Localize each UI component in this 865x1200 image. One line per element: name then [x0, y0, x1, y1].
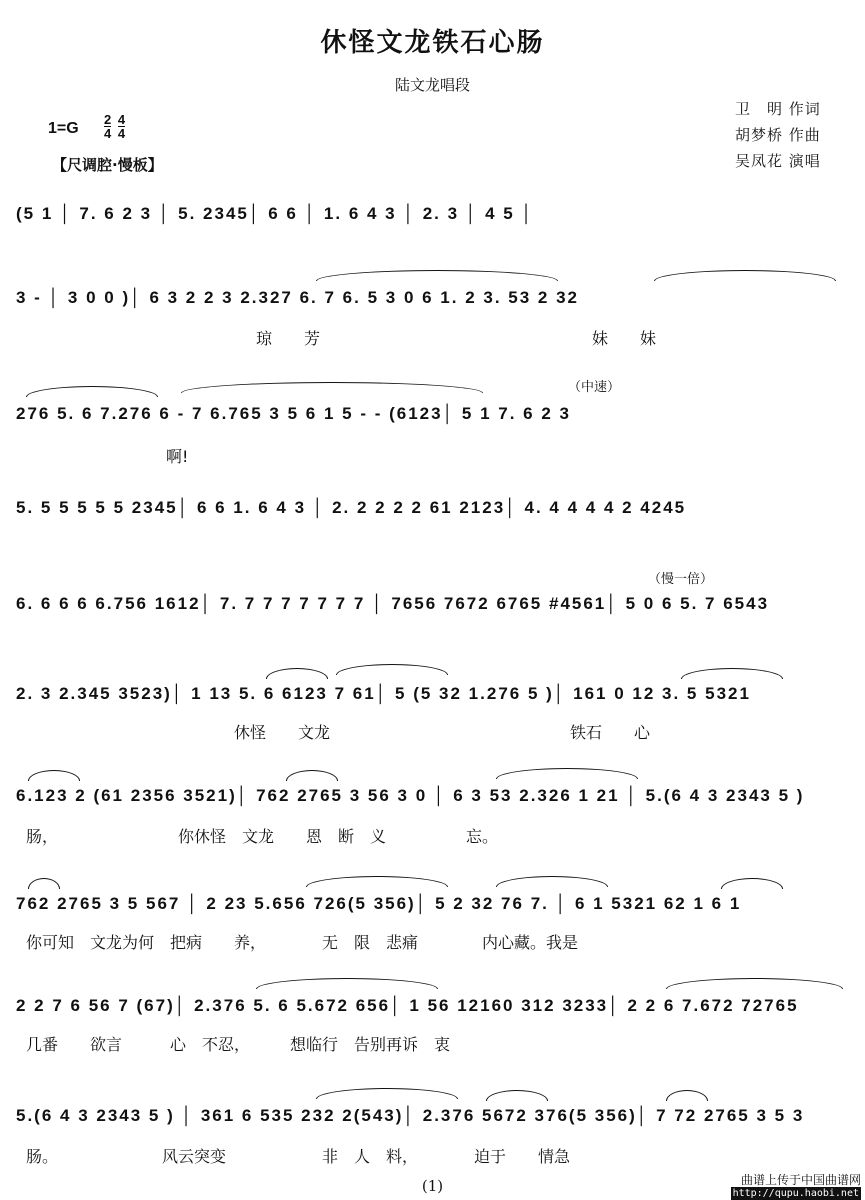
slur — [306, 876, 448, 887]
song-subtitle: 陆文龙唱段 — [394, 76, 470, 94]
slur — [181, 382, 483, 393]
credit-singer: 吴凤花 演唱 — [735, 152, 821, 170]
notation-line: 5.(6 4 3 2343 5 ) │ 361 6 535 232 2(543)│ 2.376 5672 376(5 356)│ 7 72 2765 3 5 3 — [16, 1106, 805, 1125]
slur — [721, 878, 783, 889]
notation-line: 5. 5 5 5 5 5 2345│ 6 6 1. 6 4 3 │ 2. 2 2 2 2 61 2123│ 4. 4 4 4 4 2 4245 — [16, 498, 687, 517]
key-signature: 1=G — [48, 120, 79, 137]
lyrics-line: 休怪 文龙 铁石 心 — [234, 723, 651, 742]
notation-line: (5 1 │ 7. 6 2 3 │ 5. 2345│ 6 6 │ 1. 6 4 3 │ 2. 3 │ 4 5 │ — [16, 204, 535, 223]
watermark — [731, 1174, 861, 1200]
song-title: 休怪文龙铁石心肠 — [320, 28, 545, 58]
slur — [486, 1090, 548, 1101]
notation-line: 6. 6 6 6 6.756 1612│ 7. 7 7 7 7 7 7 7 │ 7656 7672 6765 #4561│ 5 0 6 5. 7 6543 — [16, 594, 770, 613]
tempo-change: （慢一倍） — [648, 572, 714, 587]
credit-composer: 胡梦桥 作曲 — [735, 126, 821, 144]
slur — [666, 978, 843, 989]
credit-lyricist: 卫 明 作词 — [735, 100, 821, 118]
slur — [26, 386, 158, 397]
slur — [316, 270, 558, 281]
watermark-text: 曲谱上传于中国曲谱网 — [740, 1173, 861, 1187]
slur — [266, 668, 328, 679]
watermark-url: http://qupu.haobi.net — [732, 1188, 859, 1199]
notation-line: 3 - │ 3 0 0 )│ 6 3 2 2 3 2.327 6. 7 6. 5 3 0 6 1. 2 3. 53 2 32 — [16, 288, 579, 307]
page-number: (1) — [421, 1177, 444, 1195]
slur — [336, 664, 448, 675]
slur — [28, 770, 80, 781]
notation-line: 6.123 2 (61 2356 3521)│ 762 2765 3 56 3 0 │ 6 3 53 2.326 1 21 │ 5.(6 4 3 2343 5 ) — [16, 786, 805, 805]
slur — [681, 668, 783, 679]
lyrics-line: 几番 欲言 心 不忍， 想临行 告别再诉 衷 — [26, 1035, 451, 1054]
lyrics-line: 你可知 文龙为何 把病 养， 无 限 悲痛 内心藏。我是 — [26, 933, 579, 952]
time-signature: $\frac{2}{4}$ $\frac{4}{4}$ — [104, 112, 126, 141]
slur — [28, 878, 60, 889]
notation-line: 276 5. 6 7.276 6 - 7 6.765 3 5 6 1 5 - - (6123│ 5 1 7. 6 2 3 — [16, 404, 571, 423]
slur — [256, 978, 438, 989]
slur — [496, 876, 608, 887]
lyrics-line: 琼 芳 妹 妹 — [256, 329, 657, 348]
notation-line: 762 2765 3 5 567 │ 2 23 5.656 726(5 356)│ 5 2 32 76 7. │ 6 1 5321 62 1 6 1 — [16, 894, 742, 913]
slur — [496, 768, 638, 779]
slur — [666, 1090, 708, 1101]
slur — [316, 1088, 458, 1099]
lyrics-line: 肠， 你休怪 文龙 恩 断 义 忘。 — [26, 827, 499, 846]
slur — [654, 270, 836, 281]
lyrics-line: 肠。 风云突变 非 人 料， 迫于 情急 — [26, 1147, 571, 1166]
tempo-change: （中速） — [568, 380, 621, 395]
notation-line: 2. 3 2.345 3523)│ 1 13 5. 6 6123 7 61│ 5 (5 32 1.276 5 )│ 161 0 12 3. 5 5321 — [16, 684, 751, 703]
slur — [286, 770, 338, 781]
lyrics-line: 啊! — [166, 447, 189, 466]
notation-line: 2 2 7 6 56 7 (67)│ 2.376 5. 6 5.672 656│ 1 56 12160 312 3233│ 2 2 6 7.672 72765 — [16, 996, 799, 1015]
tempo-marking: 【尺调腔·慢板】 — [52, 156, 163, 174]
